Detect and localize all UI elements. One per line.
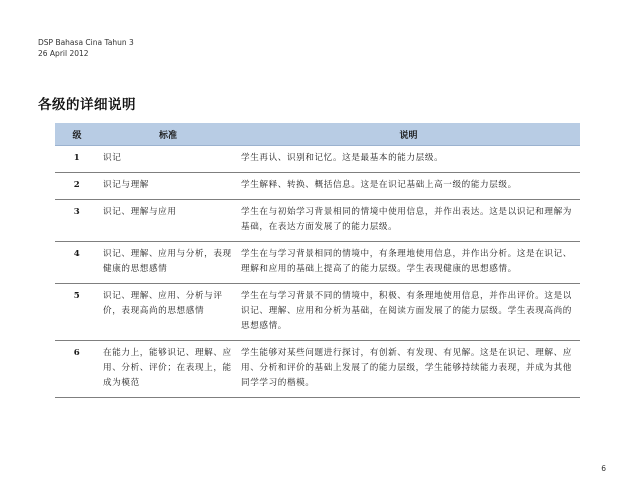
level-standard: 识记 [99, 146, 237, 173]
table-row [55, 173, 580, 200]
table-row [55, 200, 580, 242]
page-number: 6 [601, 464, 606, 473]
level-description: 学生在与学习背景相同的情境中，有条理地使用信息，并作出分析。这是在识记、理解和应用的基础上提高了的能力层级。学生表现健康的思想感情。 [237, 242, 580, 284]
table-row [55, 284, 580, 341]
document-date: 26 April 2012 [38, 49, 89, 58]
document-header [38, 37, 134, 59]
column-header-description: 说明 [237, 123, 580, 146]
level-description: 学生在与学习背景不同的情境中，积极、有条理地使用信息，并作出评价。这是以识记、理解、应用和分析为基础，在阅读方面发展了的能力层级。学生表现高尚的思想感情。 [237, 284, 580, 341]
column-header-level: 级 [55, 123, 99, 146]
table-row [55, 341, 580, 398]
level-description: 学生解释、转换、概括信息。这是在识记基础上高一级的能力层级。 [237, 173, 580, 200]
level-number: 3 [55, 200, 99, 242]
level-standard: 在能力上，能够识记、理解、应用、分析、评价；在表现上，能成为模范 [99, 341, 237, 398]
table-header-row [55, 123, 580, 146]
level-standard: 识记、理解、应用与分析，表现健康的思想感情 [99, 242, 237, 284]
level-description: 学生再认、识别和记忆。这是最基本的能力层级。 [237, 146, 580, 173]
column-header-standard: 标准 [99, 123, 237, 146]
level-number: 2 [55, 173, 99, 200]
level-standard: 识记、理解与应用 [99, 200, 237, 242]
level-number: 6 [55, 341, 99, 398]
level-number: 1 [55, 146, 99, 173]
level-standard: 识记与理解 [99, 173, 237, 200]
level-description: 学生在与初始学习背景相同的情境中使用信息，并作出表达。这是以识记和理解为基础，在表达方面发展了的能力层级。 [237, 200, 580, 242]
level-number: 5 [55, 284, 99, 341]
table-row [55, 242, 580, 284]
level-description: 学生能够对某些问题进行探讨，有创新、有发现、有见解。这是在识记、理解、应用、分析和评价的基础上发展了的能力层级，学生能够持续能力表现，并成为其他同学学习的楷模。 [237, 341, 580, 398]
level-number: 4 [55, 242, 99, 284]
section-title: 各级的详细说明 [38, 97, 136, 113]
table-row [55, 146, 580, 173]
levels-table [55, 123, 580, 398]
course-title: DSP Bahasa Cina Tahun 3 [38, 38, 134, 47]
level-standard: 识记、理解、应用、分析与评价，表现高尚的思想感情 [99, 284, 237, 341]
